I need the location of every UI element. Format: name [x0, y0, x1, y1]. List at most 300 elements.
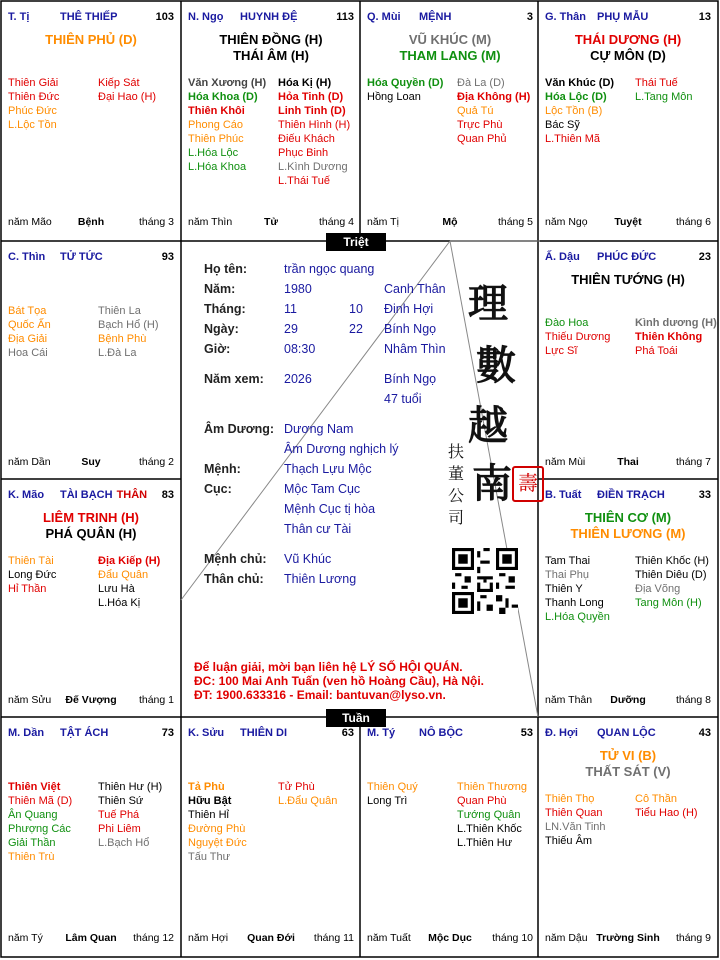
minor-star: Hóa Quyền (D)	[367, 77, 444, 89]
palace-name: THÊ THIẾP	[60, 11, 118, 23]
view-year-can: Bính Ngọ	[384, 372, 437, 386]
minor-star: Thiên Y	[545, 583, 583, 595]
footer-stage: Đế Vượng	[65, 694, 117, 706]
palace-footer	[8, 216, 174, 230]
left-stars	[8, 554, 56, 596]
main-stars	[539, 272, 717, 288]
minor-star: Đào Hoa	[545, 317, 589, 329]
main-stars	[361, 32, 539, 64]
right-stars	[98, 304, 159, 360]
minor-star: Thai Phụ	[545, 569, 590, 581]
main-star: TỬ VI (B)	[599, 748, 657, 763]
amduong-1: Dương Nam	[284, 422, 354, 436]
minor-star: Thiên Quý	[367, 781, 418, 793]
palace-number: 63	[341, 727, 354, 739]
palace-dan	[2, 718, 180, 953]
minor-star: Thiên La	[98, 305, 141, 317]
footer-year: năm Mùi	[545, 456, 586, 468]
palace-name: QUAN LỘC	[597, 727, 656, 739]
footer-year: năm Hợi	[188, 932, 229, 944]
palace-footer	[188, 932, 354, 946]
palace-position: G. Thân	[545, 11, 586, 23]
minor-star: Bệnh Phù	[98, 333, 147, 345]
minor-star: Thiên Việt	[8, 781, 61, 793]
minor-star: Văn Xương (H)	[188, 77, 267, 89]
palace-footer	[8, 932, 174, 946]
right-stars	[635, 76, 692, 104]
main-stars	[539, 510, 717, 542]
footer-year: năm Thân	[545, 694, 593, 706]
birth-day-solar: 29	[284, 322, 298, 336]
footer-year: năm Tý	[8, 932, 43, 944]
palace-footer	[8, 456, 174, 470]
palace-ngo	[182, 2, 360, 237]
minor-star: Quốc Ấn	[8, 319, 51, 331]
palace-number: 83	[161, 489, 174, 501]
palace-position: T. Tị	[8, 11, 30, 23]
left-stars	[8, 304, 51, 360]
palace-number: 23	[698, 251, 711, 263]
palace-header	[545, 489, 711, 503]
palace-hoi	[539, 718, 717, 953]
cuc-2: Mệnh Cục tị hòa	[284, 502, 376, 516]
minor-star: L.Tang Môn	[635, 91, 693, 103]
palace-ty	[2, 2, 180, 237]
footer-stage: Lâm Quan	[65, 932, 117, 944]
footer-month: tháng 12	[133, 932, 174, 944]
palace-name: TÀI BẠCH THÂN	[60, 489, 148, 501]
footer-month: tháng 11	[313, 932, 354, 944]
minor-star: Thiên Thọ	[545, 793, 595, 805]
minor-star: Lưu Hà	[98, 583, 135, 595]
footer-stage: Mộ	[442, 216, 458, 228]
footer-month: tháng 1	[138, 694, 174, 706]
minor-star: Hữu Bật	[188, 795, 232, 807]
minor-star: Thiếu Dương	[545, 331, 611, 343]
minor-star: Thiên Hình (H)	[278, 119, 351, 131]
minor-star: Thiên Hư (H)	[98, 781, 163, 793]
minor-star: Tiểu Hao (H)	[635, 807, 698, 819]
palace-position: Đ. Hợi	[545, 727, 578, 739]
right-stars	[635, 792, 698, 820]
left-stars	[8, 76, 59, 132]
palace-header	[367, 11, 533, 25]
qr-code-icon[interactable]	[452, 548, 518, 614]
minor-star: Tam Thai	[545, 555, 591, 567]
menhchu-value: Vũ Khúc	[284, 552, 332, 566]
minor-star: Đà La (D)	[457, 77, 505, 89]
minor-star: Kình dương (H)	[635, 317, 717, 329]
palace-header	[8, 727, 174, 741]
year-label: Năm:	[204, 282, 236, 296]
minor-star: Tướng Quân	[457, 809, 521, 821]
contact-line-2: ĐC: 100 Mai Anh Tuấn (ven hồ Hoàng Cầu), Hà Nội.	[194, 674, 485, 688]
minor-star: Hoa Cái	[8, 347, 48, 359]
cuc-3: Thân cư Tài	[284, 522, 352, 536]
left-stars	[367, 76, 443, 104]
palace-header	[545, 251, 711, 265]
minor-star: Lực Sĩ	[545, 345, 578, 357]
minor-star: Điếu Khách	[278, 133, 335, 145]
palace-thin	[2, 242, 180, 477]
main-star: LIÊM TRINH (H)	[42, 510, 140, 525]
footer-month: tháng 10	[492, 932, 533, 944]
left-stars	[8, 780, 72, 864]
cuc-label: Cục:	[204, 482, 232, 496]
small-callig-3: 公	[448, 486, 465, 505]
age: 47 tuổi	[384, 392, 422, 406]
hour-label: Giờ:	[204, 342, 231, 356]
palace-position: Q. Mùi	[367, 11, 401, 23]
palace-position: M. Tý	[367, 727, 396, 739]
palace-footer	[367, 216, 533, 230]
minor-star: Tuế Phá	[98, 809, 140, 821]
palace-header	[545, 11, 711, 25]
main-stars	[539, 748, 717, 780]
left-stars	[367, 780, 418, 808]
small-callig-1: 扶	[448, 442, 465, 461]
palace-name: TỬ TỨC	[60, 251, 103, 263]
minor-star: Phong Cáo	[188, 119, 244, 131]
minor-star: L.Hóa Quyền	[545, 611, 610, 623]
palace-number: 43	[698, 727, 711, 739]
main-star: THIÊN PHỦ (D)	[45, 32, 137, 47]
minor-star: Tấu Thư	[188, 851, 231, 863]
minor-star: Quả Tú	[457, 105, 494, 117]
calligraphy-char-1: 理	[468, 280, 508, 327]
menh-value: Thạch Lựu Mộc	[284, 462, 372, 476]
minor-star: Giải Thần	[8, 837, 56, 849]
birth-month-can: Đinh Hợi	[384, 302, 434, 316]
minor-star: Bạch Hổ (H)	[98, 319, 159, 331]
footer-year: năm Sửu	[8, 694, 52, 706]
birth-day-lunar: 22	[349, 322, 363, 336]
right-stars	[635, 554, 709, 610]
footer-month: tháng 4	[318, 216, 354, 228]
amduong-label: Âm Dương:	[204, 422, 275, 436]
name-label: Họ tên:	[204, 262, 248, 276]
palace-header	[8, 251, 174, 265]
right-stars	[98, 780, 162, 850]
left-stars	[545, 554, 610, 624]
triet-tag: Triệt	[326, 233, 386, 251]
minor-star: L.Thiên Mã	[545, 133, 601, 145]
minor-star: L.Kình Dương	[278, 161, 348, 173]
palace-name: NÔ BỘC	[419, 727, 463, 739]
footer-month: tháng 3	[138, 216, 174, 228]
birth-month-lunar: 10	[349, 302, 363, 316]
palace-name: HUYNH ĐỆ	[240, 11, 298, 23]
footer-month: tháng 7	[675, 456, 711, 468]
minor-star: Kiếp Sát	[98, 77, 140, 89]
minor-star: Hóa Khoa (D)	[188, 91, 258, 103]
minor-star: Thiên Trù	[8, 851, 55, 863]
palace-footer	[545, 932, 711, 946]
minor-star: Linh Tinh (D)	[278, 105, 346, 117]
minor-star: L.Bạch Hổ	[98, 837, 150, 849]
right-stars	[635, 316, 717, 358]
palace-number: 53	[520, 727, 533, 739]
birth-hour-can: Nhâm Thìn	[384, 342, 446, 356]
birth-month-solar: 11	[284, 302, 297, 316]
birth-year-can: Canh Thân	[384, 282, 446, 296]
palace-number: 73	[161, 727, 174, 739]
footer-year: năm Tị	[367, 216, 399, 228]
minor-star: LN.Văn Tinh	[545, 821, 606, 833]
minor-star: L.Hóa Khoa	[188, 161, 247, 173]
minor-star: Trực Phù	[457, 119, 503, 131]
minor-star: Phúc Đức	[8, 105, 57, 117]
thanchu-label: Thân chủ:	[204, 572, 264, 586]
minor-star: Thiếu Âm	[545, 835, 593, 847]
minor-star: Thái Tuế	[635, 77, 678, 89]
minor-star: Phượng Các	[8, 823, 71, 835]
minor-star: Thiên Thương	[457, 781, 528, 793]
palace-dau	[539, 242, 717, 477]
calligraphy-char-2: 數	[476, 342, 516, 389]
than-marker: THÂN	[116, 489, 148, 501]
footer-month: tháng 8	[675, 694, 711, 706]
palace-name: ĐIỀN TRẠCH	[597, 489, 665, 501]
palace-number: 13	[698, 11, 711, 23]
palace-position: M. Dần	[8, 727, 45, 739]
minor-star: Nguyệt Đức	[188, 837, 247, 849]
footer-year: năm Tuất	[367, 932, 411, 944]
palace-number: 3	[526, 11, 533, 23]
cuc-1: Mộc Tam Cục	[284, 482, 361, 496]
minor-star: Tang Môn (H)	[635, 597, 702, 609]
minor-star: Bát Tọa	[8, 305, 47, 317]
main-star: THIÊN LƯƠNG (M)	[570, 526, 686, 541]
minor-star: Quan Phù	[457, 795, 507, 807]
palace-suu	[182, 718, 360, 953]
footer-stage: Trường Sinh	[596, 932, 660, 944]
minor-star: Tử Phù	[278, 781, 315, 793]
minor-star: Hỏa Tinh (D)	[278, 91, 344, 103]
palace-mui	[361, 2, 539, 237]
palace-name: MỆNH	[419, 11, 452, 23]
minor-star: Phục Binh	[278, 147, 329, 159]
minor-star: Thiên Sứ	[98, 795, 144, 807]
right-stars	[98, 76, 156, 104]
contact-line-1: Để luận giải, mời bạn liên hệ LÝ SỐ HỘI QUÁN.	[194, 660, 463, 674]
minor-star: Địa Không (H)	[457, 91, 531, 103]
minor-star: Thiên Mã (D)	[8, 795, 73, 807]
minor-star: Quan Phủ	[457, 133, 507, 145]
right-stars	[457, 76, 530, 146]
footer-stage: Tử	[263, 216, 279, 228]
minor-star: L.Hóa Kị	[98, 597, 141, 609]
minor-star: Thiên Không	[635, 331, 703, 343]
left-stars	[545, 792, 606, 848]
minor-star: L.Thiên Khốc	[457, 823, 522, 835]
palace-than	[539, 2, 717, 237]
main-star: CỰ MÔN (D)	[590, 48, 666, 63]
main-star: THÁI ÂM (H)	[233, 48, 309, 63]
minor-star: Cô Thần	[635, 793, 677, 805]
minor-star: Văn Khúc (D)	[545, 77, 615, 89]
main-stars	[2, 32, 180, 48]
footer-month: tháng 2	[138, 456, 174, 468]
palace-position: N. Ngọ	[188, 11, 224, 23]
calligraphy-char-4: 南	[472, 460, 512, 507]
main-star: THIÊN ĐỒNG (H)	[219, 32, 323, 47]
minor-star: Phi Liêm	[98, 823, 141, 835]
footer-year: năm Dần	[8, 456, 51, 468]
main-stars	[182, 32, 360, 64]
month-label: Tháng:	[204, 302, 246, 316]
left-stars	[545, 76, 614, 146]
minor-star: Hỉ Thần	[8, 583, 47, 595]
left-stars	[188, 76, 266, 174]
contact-line-3: ĐT: 1900.633316 - Email: bantuvan@lyso.vn.	[194, 688, 446, 702]
footer-stage: Quan Đới	[247, 932, 295, 944]
minor-star: L.Hóa Lộc	[188, 147, 239, 159]
palace-position: K. Mão	[8, 489, 45, 501]
palace-tuat	[539, 480, 717, 715]
right-stars	[457, 780, 527, 850]
left-stars	[188, 780, 247, 864]
main-star: PHÁ QUÂN (H)	[45, 526, 137, 541]
minor-star: Thiên Phúc	[188, 133, 244, 145]
minor-star: Hồng Loan	[367, 91, 421, 103]
minor-star: Thiên Diêu (D)	[635, 569, 707, 581]
person-name: trần ngọc quang	[284, 262, 375, 276]
minor-star: Lộc Tồn (B)	[545, 105, 603, 117]
minor-star: Thiên Tài	[8, 555, 54, 567]
calligraphy-char-3: 越	[468, 402, 508, 449]
birth-year: 1980	[284, 282, 312, 296]
palace-number: 93	[161, 251, 174, 263]
main-stars	[539, 32, 717, 64]
minor-star: Tả Phù	[188, 781, 225, 793]
palace-footer	[545, 694, 711, 708]
palace-header	[545, 727, 711, 741]
view-year-label: Năm xem:	[204, 372, 264, 386]
right-stars	[278, 76, 350, 188]
footer-month: tháng 5	[497, 216, 533, 228]
footer-stage: Suy	[81, 456, 101, 468]
amduong-2: Âm Dương nghịch lý	[284, 442, 399, 456]
minor-star: Ân Quang	[8, 809, 58, 821]
footer-stage: Dưỡng	[610, 694, 646, 706]
minor-star: Địa Giải	[8, 333, 48, 345]
palace-footer	[367, 932, 533, 946]
palace-mao	[2, 480, 180, 715]
menhchu-label: Mệnh chủ:	[204, 552, 267, 566]
right-stars	[278, 780, 337, 808]
red-seal: 壽	[512, 466, 544, 502]
birth-day-can: Bính Ngọ	[384, 322, 437, 336]
minor-star: Thanh Long	[545, 597, 604, 609]
minor-star: Long Trì	[367, 795, 408, 807]
palace-header	[8, 489, 174, 503]
small-callig-4: 司	[448, 508, 465, 527]
palace-footer	[545, 216, 711, 230]
minor-star: L.Thiên Hư	[457, 837, 513, 849]
footer-month: tháng 6	[675, 216, 711, 228]
palace-number: 33	[698, 489, 711, 501]
main-star: THÁI DƯƠNG (H)	[574, 32, 682, 47]
main-star: THIÊN TƯỚNG (H)	[571, 272, 685, 287]
palace-footer	[8, 694, 174, 708]
minor-star: Hóa Kị (H)	[278, 77, 332, 89]
main-star: THIÊN CƠ (M)	[584, 510, 672, 525]
minor-star: Thiên Giải	[8, 77, 59, 89]
palace-name: TẬT ÁCH	[60, 727, 109, 739]
main-star: VŨ KHÚC (M)	[408, 32, 492, 47]
minor-star: Đẩu Quân	[98, 569, 149, 581]
birth-hour: 08:30	[284, 342, 316, 356]
palace-header	[188, 11, 354, 25]
palace-position: B. Tuất	[545, 489, 582, 501]
footer-year: năm Thìn	[188, 216, 233, 228]
minor-star: Thiên Quan	[545, 807, 603, 819]
palace-name: PHÚC ĐỨC	[597, 251, 657, 263]
right-stars	[98, 554, 160, 610]
palace-position: Ấ. Dậu	[545, 251, 580, 263]
footer-year: năm Dậu	[545, 932, 588, 944]
palace-footer	[188, 216, 354, 230]
minor-star: L.Đẩu Quân	[278, 795, 338, 807]
minor-star: L.Đà La	[98, 347, 137, 359]
minor-star: Đường Phù	[188, 823, 246, 835]
menh-label: Mệnh:	[204, 462, 241, 476]
palace-number: 103	[155, 11, 174, 23]
minor-star: Thiên Khốc (H)	[635, 555, 709, 567]
left-stars	[545, 316, 610, 358]
palace-name: PHỤ MẪU	[597, 11, 649, 23]
minor-star: Phá Toái	[635, 345, 678, 357]
palace-number: 113	[336, 11, 354, 23]
palace-position: K. Sửu	[188, 727, 225, 739]
minor-star: Thiên Khôi	[188, 105, 245, 117]
tuan-tag: Tuần	[326, 709, 386, 727]
palace-header	[367, 727, 533, 741]
minor-star: Thiên Đức	[8, 91, 60, 103]
minor-star: Đại Hao (H)	[98, 91, 157, 103]
footer-year: năm Ngọ	[545, 216, 588, 228]
footer-month: tháng 9	[675, 932, 711, 944]
minor-star: Bác Sỹ	[545, 119, 580, 131]
minor-star: Long Đức	[8, 569, 57, 581]
minor-star: Hóa Lộc (D)	[545, 91, 607, 103]
footer-stage: Thai	[617, 456, 639, 468]
main-star: THẤT SÁT (V)	[585, 764, 671, 779]
day-label: Ngày:	[204, 322, 239, 336]
minor-star: Địa Kiếp (H)	[98, 555, 161, 567]
main-stars	[2, 510, 180, 542]
main-star: THAM LANG (M)	[399, 48, 501, 63]
footer-stage: Tuyệt	[614, 216, 642, 228]
view-year: 2026	[284, 372, 312, 386]
palace-footer	[545, 456, 711, 470]
palace-position: C. Thìn	[8, 251, 46, 263]
minor-star: Địa Võng	[635, 583, 681, 595]
palace-name: THIÊN DI	[240, 727, 288, 739]
minor-star: L.Thái Tuế	[278, 175, 330, 187]
footer-year: năm Mão	[8, 216, 52, 228]
palace-ti	[361, 718, 539, 953]
footer-stage: Mộc Dục	[428, 932, 472, 944]
small-callig-2: 董	[448, 464, 465, 483]
palace-header	[8, 11, 174, 25]
minor-star: L.Lộc Tồn	[8, 119, 57, 131]
contact-block	[194, 660, 484, 702]
palace-header	[188, 727, 354, 741]
footer-stage: Bệnh	[77, 216, 105, 228]
minor-star: Thiên Hỉ	[188, 809, 229, 821]
